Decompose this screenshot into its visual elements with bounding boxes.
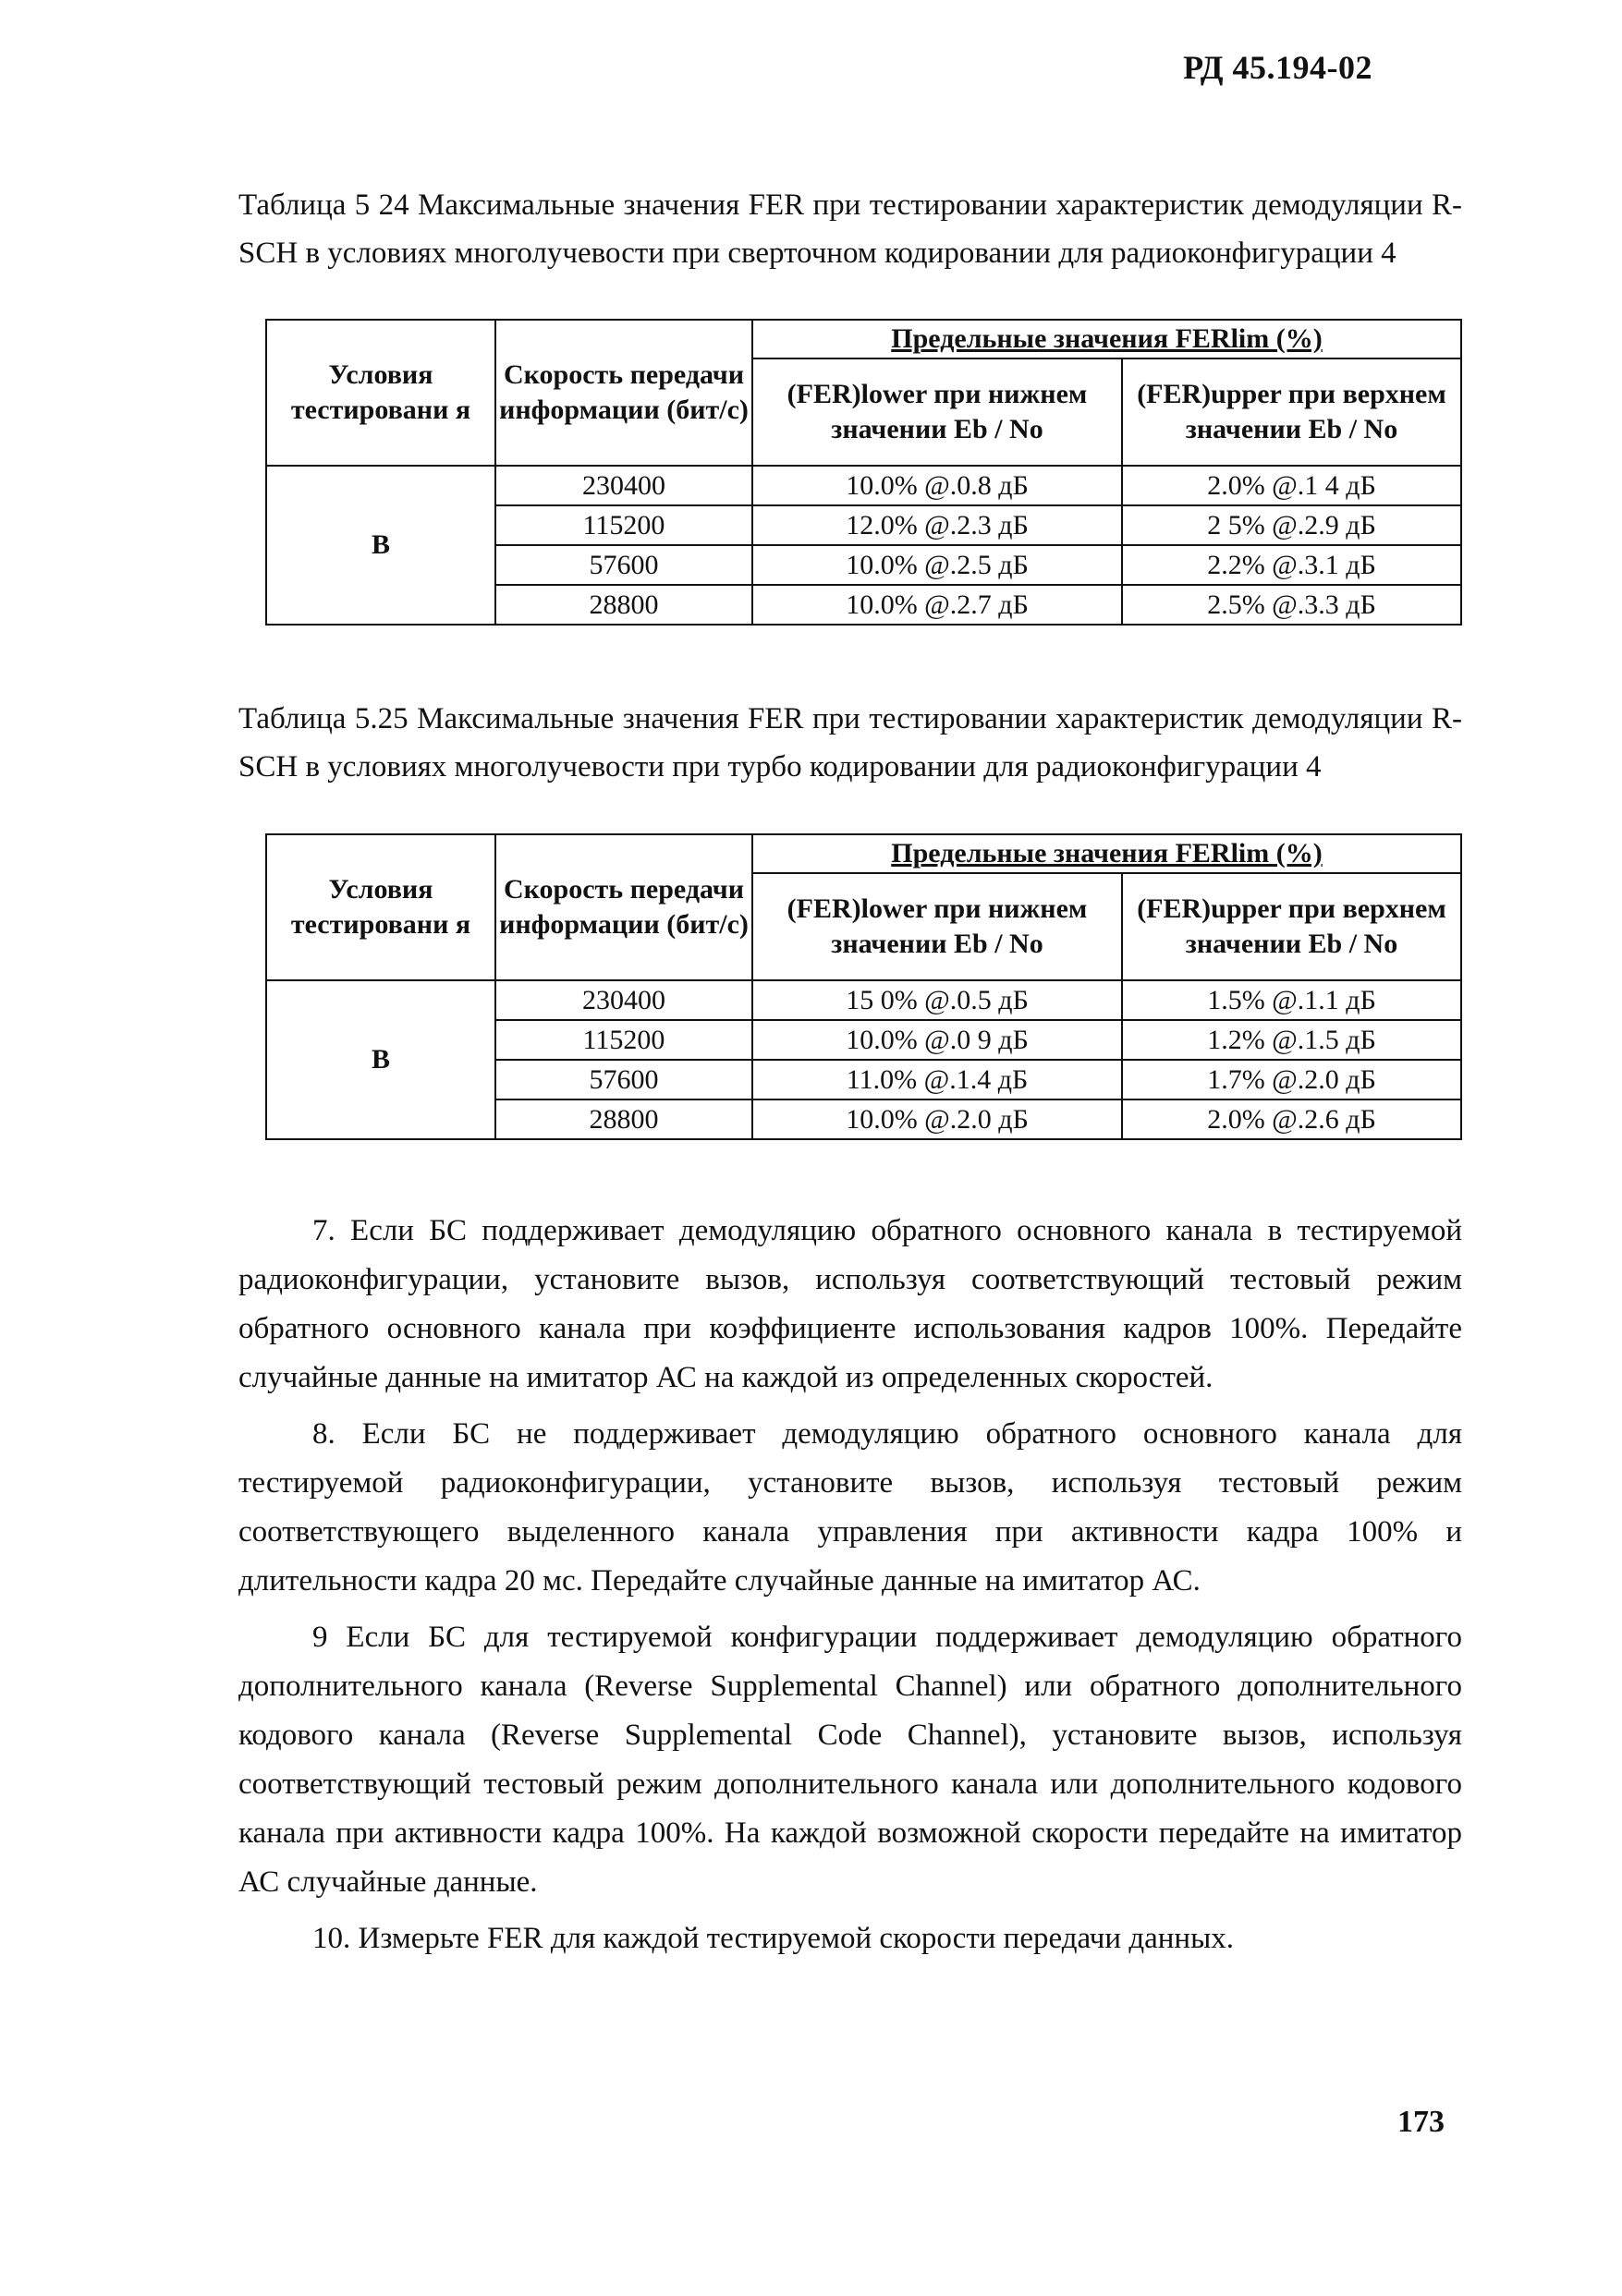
- table1-lower-cell: 10.0% @.2.7 дБ: [752, 585, 1122, 625]
- table2-header-condition: Условия тестировани я: [266, 834, 495, 980]
- paragraph-8: 8. Если БС не поддерживает демодуляцию обратного основного канала для тестируемой радиоконфигурации, установите вызов, используя тестовый режим соответствующего выделенного канала управления при активности кадра 100% и длительности кадра 20 мс. Передайте случайные данные на имитатор АС.: [238, 1417, 1462, 1597]
- table2-rate-cell: 230400: [495, 980, 752, 1020]
- table1-caption: Таблица 5 24 Максимальные значения FER при тестировании характеристик демодуляции R-SCH в условиях многолучевости при сверточном кодировании для радиоконфигурации 4: [238, 188, 1462, 270]
- table2-upper-cell: 2.0% @.2.6 дБ: [1122, 1099, 1461, 1139]
- table1-lower-cell: 10.0% @.2.5 дБ: [752, 545, 1122, 585]
- table2-lower-cell: 10.0% @.0 9 дБ: [752, 1020, 1122, 1060]
- page-number: 173: [1397, 2105, 1445, 2139]
- table1: [265, 319, 1462, 626]
- table1-lower-cell: 10.0% @.0.8 дБ: [752, 466, 1122, 505]
- table1-upper-cell: 2 5% @.2.9 дБ: [1122, 505, 1461, 545]
- table1-rate-cell: 115200: [495, 505, 752, 545]
- document-id: РД 45.194-02: [1183, 49, 1372, 86]
- table1-rate-cell: 57600: [495, 545, 752, 585]
- paragraph-7: 7. Если БС поддерживает демодуляцию обратного основного канала в тестируемой радиоконфигурации, установите вызов, используя соответствующий тестовый режим обратного основного канала при коэффициенте использования кадров 100%. Передайте случайные данные на имитатор АС на каждой из определенных скоростей.: [238, 1214, 1462, 1394]
- table-row: [266, 466, 1461, 505]
- table2-caption: Таблица 5.25 Максимальные значения FER при тестировании характеристик демодуляции R-SCH в условиях многолучевости при турбо кодировании для радиоконфигурации 4: [238, 702, 1462, 784]
- table1-upper-cell: 2.2% @.3.1 дБ: [1122, 545, 1461, 585]
- table1-header-limits: Предельные значения FERlim (%): [752, 320, 1461, 358]
- table2-header-rate: Скорость передачи информации (бит/с): [495, 834, 752, 980]
- table1-header-rate: Скорость передачи информации (бит/с): [495, 320, 752, 466]
- table1-header-upper: (FER)upper при верхнем значении Eb / No: [1122, 358, 1461, 466]
- table1-upper-cell: 2.0% @.1 4 дБ: [1122, 466, 1461, 505]
- table2-header-limits: Предельные значения FERlim (%): [752, 834, 1461, 873]
- table2-condition-cell: В: [266, 980, 495, 1139]
- paragraph-10: 10. Измерьте FER для каждой тестируемой скорости передачи данных.: [312, 1922, 1234, 1955]
- table-row: [266, 980, 1461, 1020]
- table2-upper-cell: 1.2% @.1.5 дБ: [1122, 1020, 1461, 1060]
- body-text: [238, 1207, 1462, 1963]
- table1-header-lower: (FER)lower при нижнем значении Eb / No: [752, 358, 1122, 466]
- table1-rate-cell: 28800: [495, 585, 752, 625]
- table2-upper-cell: 1.5% @.1.1 дБ: [1122, 980, 1461, 1020]
- table2-lower-cell: 11.0% @.1.4 дБ: [752, 1060, 1122, 1099]
- table1-rate-cell: 230400: [495, 466, 752, 505]
- paragraph-9: 9 Если БС для тестируемой конфигурации поддерживает демодуляцию обратного дополнительного канала (Reverse Supplemental Channel) или обратного дополнительного кодового канала (Reverse Supplemental Code Channel), установите вызов, используя соответствующий тестовый режим дополнительного канала или дополнительного кодового канала при активности кадра 100%. На каждой возможной скорости передайте на имитатор АС случайные данные.: [238, 1621, 1462, 1899]
- table2-lower-cell: 15 0% @.0.5 дБ: [752, 980, 1122, 1020]
- table2: [265, 833, 1462, 1140]
- table1-lower-cell: 12.0% @.2.3 дБ: [752, 505, 1122, 545]
- table2-rate-cell: 115200: [495, 1020, 752, 1060]
- table1-condition-cell: В: [266, 466, 495, 625]
- table2-rate-cell: 28800: [495, 1099, 752, 1139]
- table2-upper-cell: 1.7% @.2.0 дБ: [1122, 1060, 1461, 1099]
- table2-lower-cell: 10.0% @.2.0 дБ: [752, 1099, 1122, 1139]
- table1-header-condition: Условия тестировани я: [266, 320, 495, 466]
- table2-rate-cell: 57600: [495, 1060, 752, 1099]
- table1-upper-cell: 2.5% @.3.3 дБ: [1122, 585, 1461, 625]
- table2-header-lower: (FER)lower при нижнем значении Eb / No: [752, 873, 1122, 980]
- table2-header-upper: (FER)upper при верхнем значении Eb / No: [1122, 873, 1461, 980]
